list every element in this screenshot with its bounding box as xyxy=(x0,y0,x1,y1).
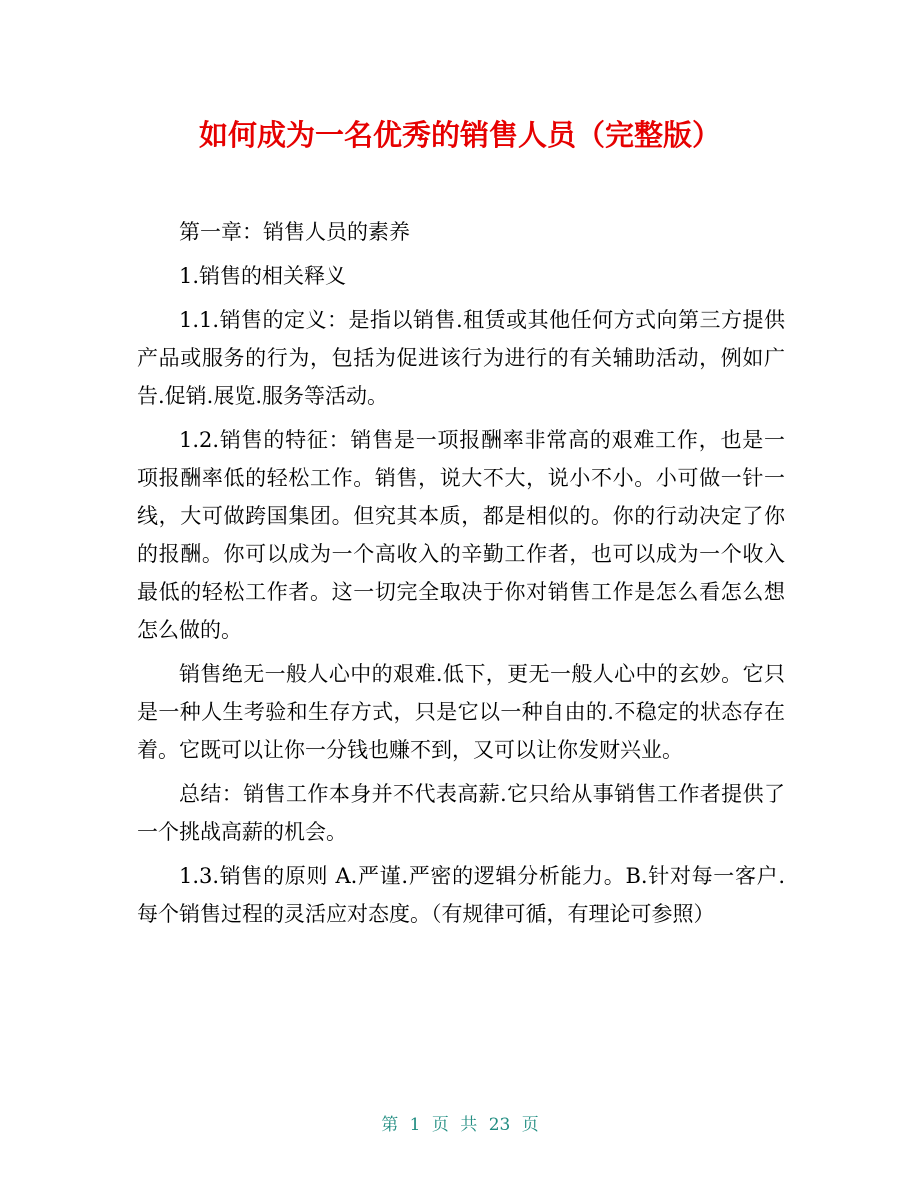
chapter-heading: 第一章：销售人员的素养 xyxy=(179,220,410,244)
paragraph-principles: 1.3.销售的原则 A.严谨.严密的逻辑分析能力。B.针对每一客户.每个销售过程的灵活应对态度。（有规律可循，有理论可参照） xyxy=(137,864,785,926)
paragraph-nature: 销售绝无一般人心中的艰难.低下，更无一般人心中的玄妙。它只是一种人生考验和生存方式，只是它以一种自由的.不稳定的状态存在着。它既可以让你一分钱也赚不到，又可以让你发财兴业。 xyxy=(137,662,785,762)
paragraph-definition: 1.1.销售的定义：是指以销售.租赁或其他任何方式向第三方提供产品或服务的行为，包括为促进该行为进行的有关辅助活动，例如广告.促销.展览.服务等活动。 xyxy=(137,308,785,408)
page-number: 第 1 页 共 23 页 xyxy=(381,1115,539,1135)
document-title: 如何成为一名优秀的销售人员（完整版） xyxy=(198,118,721,152)
paragraph-summary: 总结：销售工作本身并不代表高薪.它只给从事销售工作者提供了一个挑战高薪的机会。 xyxy=(137,782,785,844)
document-body xyxy=(137,213,785,939)
section-heading: 1.销售的相关释义 xyxy=(179,264,347,288)
paragraph-characteristics: 1.2.销售的特征：销售是一项报酬率非常高的艰难工作，也是一项报酬率低的轻松工作。销售，说大不大，说小不小。小可做一针一线，大可做跨国集团。但究其本质，都是相似的。你的行动决定了你的报酬。你可以成为一个高收入的辛勤工作者，也可以成为一个收入最低的轻松工作者。这一切完全取决于你对销售工作是怎么看怎么想怎么做的。 xyxy=(137,428,785,642)
